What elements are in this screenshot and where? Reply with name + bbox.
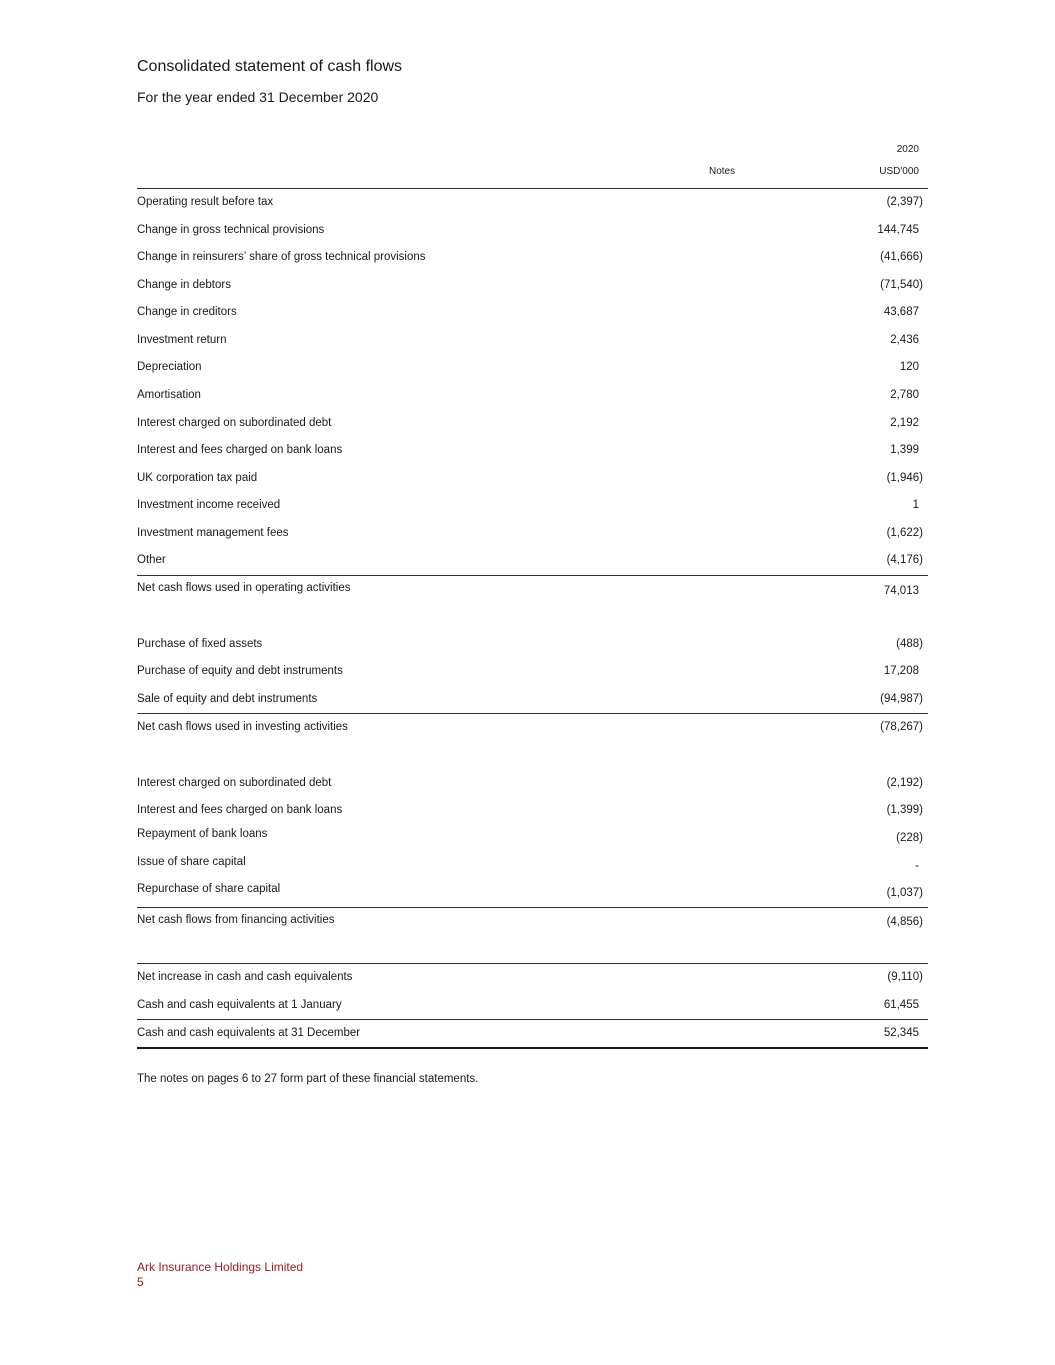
row-value: (1,037) xyxy=(886,887,923,899)
row-label: Investment return xyxy=(137,334,227,346)
row-value: (1,946) xyxy=(886,472,923,484)
section-rule xyxy=(137,713,928,714)
table-row xyxy=(137,971,928,987)
table-row xyxy=(137,856,928,872)
table-row xyxy=(137,638,928,654)
page-subtitle: For the year ended 31 December 2020 xyxy=(137,89,379,105)
table-row xyxy=(137,224,928,240)
row-label: Interest charged on subordinated debt xyxy=(137,777,332,789)
row-label: Sale of equity and debt instruments xyxy=(137,693,318,705)
row-label: Cash and cash equivalents at 1 January xyxy=(137,999,342,1011)
row-label: Depreciation xyxy=(137,361,202,373)
table-row xyxy=(137,499,928,515)
table-row xyxy=(137,527,928,543)
table-row xyxy=(137,334,928,350)
row-value: (2,397) xyxy=(886,196,923,208)
row-label: Net cash flows used in investing activities xyxy=(137,721,348,733)
row-value: 52,345 xyxy=(883,1027,919,1039)
row-value: (9,110) xyxy=(887,971,923,983)
table-row xyxy=(137,693,928,709)
table-row xyxy=(137,251,928,267)
total-double-rule xyxy=(137,1047,928,1049)
table-row xyxy=(137,999,928,1015)
row-value: (1,622) xyxy=(886,527,923,539)
row-value: 43,687 xyxy=(883,306,919,318)
table-row xyxy=(137,828,928,844)
row-label: Interest and fees charged on bank loans xyxy=(137,444,343,456)
section-rule xyxy=(137,575,928,576)
table-row xyxy=(137,306,928,322)
table-row xyxy=(137,554,928,570)
row-value: (488) xyxy=(896,638,923,650)
table-row xyxy=(137,883,928,899)
row-value: (1,399) xyxy=(886,804,923,816)
table-row xyxy=(137,665,928,681)
section-rule xyxy=(137,963,928,964)
column-unit-header: USD'000 xyxy=(879,166,919,177)
table-row xyxy=(137,804,928,820)
subtotal-row xyxy=(137,582,928,598)
subtotal-row xyxy=(137,914,928,930)
row-label: Amortisation xyxy=(137,389,201,401)
row-label: Investment management fees xyxy=(137,527,289,539)
row-label: Net cash flows used in operating activities xyxy=(137,582,351,594)
row-value: (78,267) xyxy=(880,721,923,733)
row-value: 2,192 xyxy=(890,417,919,429)
row-value: (4,176) xyxy=(886,554,923,566)
row-label: Change in debtors xyxy=(137,279,231,291)
table-row xyxy=(137,361,928,377)
page-title: Consolidated statement of cash flows xyxy=(137,58,403,75)
row-label: Other xyxy=(137,554,166,566)
column-year-header: 2020 xyxy=(896,144,919,155)
row-value: 61,455 xyxy=(883,999,919,1011)
table-row xyxy=(137,196,928,212)
section-rule xyxy=(137,1019,928,1020)
row-value: (41,666) xyxy=(880,251,923,263)
row-value: 144,745 xyxy=(877,224,919,236)
table-row xyxy=(137,777,928,793)
footer-page-number: 5 xyxy=(137,1275,144,1289)
row-value: - xyxy=(915,860,919,872)
row-label: Change in gross technical provisions xyxy=(137,224,325,236)
row-label: Net cash flows from financing activities xyxy=(137,914,335,926)
section-rule xyxy=(137,907,928,908)
row-value: 1,399 xyxy=(890,444,919,456)
row-value: 17,208 xyxy=(883,665,919,677)
table-row xyxy=(137,472,928,488)
row-label: Purchase of fixed assets xyxy=(137,638,263,650)
row-value: (94,987) xyxy=(880,693,923,705)
table-row xyxy=(137,444,928,460)
row-label: Repurchase of share capital xyxy=(137,883,281,895)
row-label: Change in reinsurers’ share of gross technical provisions xyxy=(137,251,426,263)
row-value: (71,540) xyxy=(880,279,923,291)
row-value: (2,192) xyxy=(886,777,923,789)
table-row xyxy=(137,389,928,405)
row-value: 2,780 xyxy=(890,389,919,401)
row-label: Repayment of bank loans xyxy=(137,828,268,840)
subtotal-row xyxy=(137,721,928,737)
row-label: UK corporation tax paid xyxy=(137,472,258,484)
row-label: Operating result before tax xyxy=(137,196,274,208)
row-value: (228) xyxy=(896,832,923,844)
row-label: Investment income received xyxy=(137,499,281,511)
row-value: 74,013 xyxy=(883,585,919,597)
row-label: Issue of share capital xyxy=(137,856,246,868)
footer-company-name: Ark Insurance Holdings Limited xyxy=(137,1260,304,1274)
row-label: Interest and fees charged on bank loans xyxy=(137,804,343,816)
row-label: Net increase in cash and cash equivalents xyxy=(137,971,353,983)
table-row xyxy=(137,279,928,295)
row-label: Change in creditors xyxy=(137,306,237,318)
row-label: Interest charged on subordinated debt xyxy=(137,417,332,429)
footnote: The notes on pages 6 to 27 form part of these financial statements. xyxy=(137,1073,479,1085)
total-row xyxy=(137,1027,928,1043)
row-value: 2,436 xyxy=(890,334,919,346)
table-row xyxy=(137,417,928,433)
row-value: (4,856) xyxy=(886,916,923,928)
column-notes-header: Notes xyxy=(709,166,736,177)
row-value: 120 xyxy=(899,361,919,373)
row-value: 1 xyxy=(912,499,919,511)
row-label: Purchase of equity and debt instruments xyxy=(137,665,343,677)
header-rule xyxy=(137,188,928,189)
row-label: Cash and cash equivalents at 31 December xyxy=(137,1027,361,1039)
